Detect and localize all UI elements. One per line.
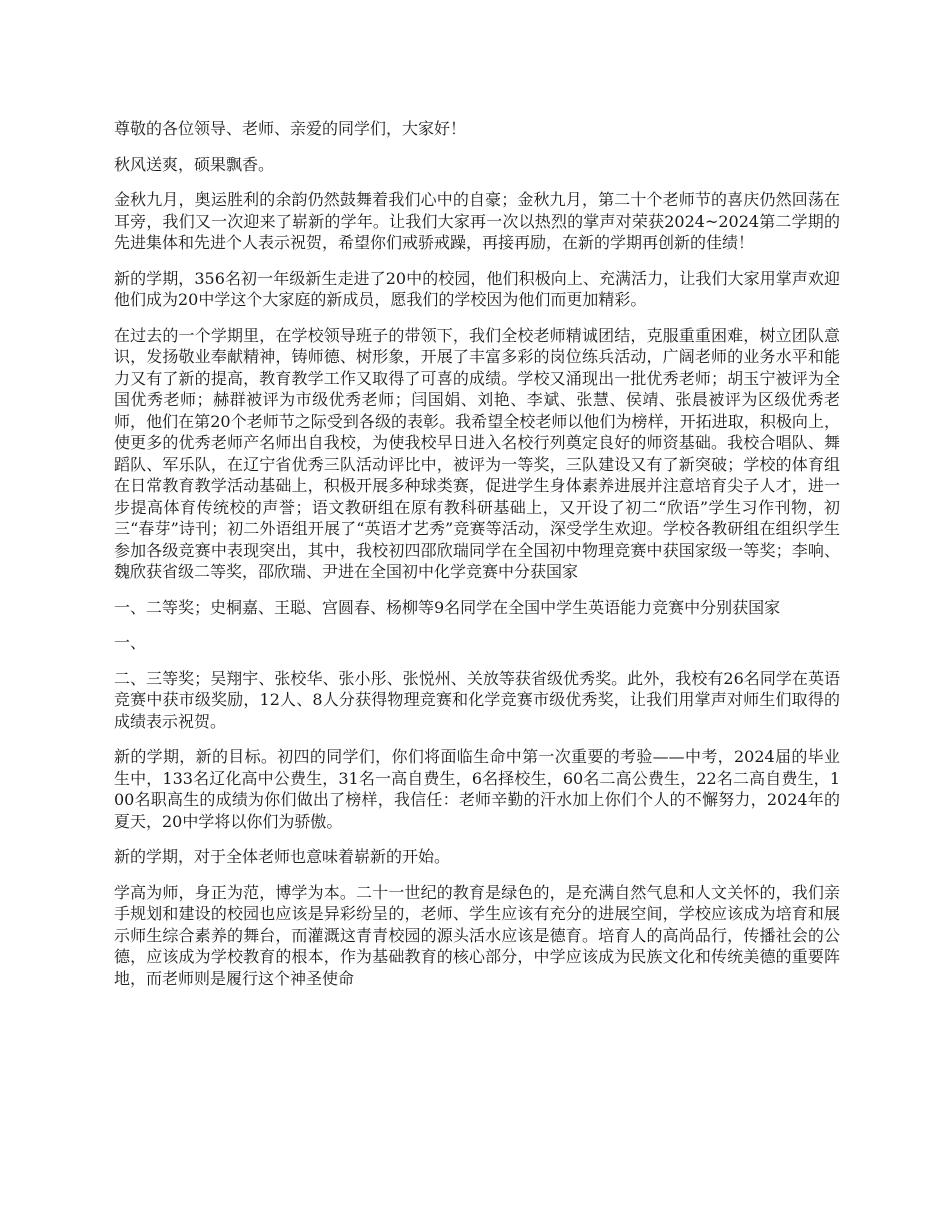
paragraph-education: 学高为师，身正为范，博学为本。二十一世纪的教育是绿色的，是充满自然气息和人文关怀的，我们亲手规划和建设的校园也应该是异彩纷呈的，老师、学生应该有充分的进展空间，学校应该成为培育和展示师生综合素养的舞台，而灌溉这青青校园的源头活水应该是德育。培育人的高尚品行，传播社会的公德，应该成为学校教育的根本，作为基础教育的核心部分，中学应该成为民族文化和传统美德的重要阵地，而老师则是履行这个神圣使命 <box>114 882 840 988</box>
paragraph-congratulations: 金秋九月，奥运胜利的余韵仍然鼓舞着我们心中的自豪；金秋九月，第二十个老师节的喜庆仍然回荡在耳旁，我们又一次迎来了崭新的学年。让我们大家再一次以热烈的掌声对荣获2024~2024第二学期的先进集体和先进个人表示祝贺，希望你们戒骄戒躁，再接再励，在新的学期再创新的佳绩！ <box>114 190 840 252</box>
paragraph-new-goals: 新的学期，新的目标。初四的同学们，你们将面临生命中第一次重要的考验——中考，2024届的毕业生中，133名辽化高中公费生，31名一高自费生，6名择校生，60名二高公费生，22名二高自费生，100名职高生的成绩为你们做出了榜样，我信任：老师辛勤的汗水加上你们个人的不懈努力，2024年的夏天，20中学将以你们为骄傲。 <box>114 747 840 831</box>
opening-paragraph: 秋风送爽，硕果飘香。 <box>114 154 275 174</box>
greeting-paragraph: 尊敬的各位领导、老师、亲爱的同学们，大家好！ <box>114 119 467 138</box>
paragraph-awards-first: 一、二等奖；史桐嘉、王聪、宫圆春、杨柳等9名同学在全国中学生英语能力竞赛中分别获国家 <box>114 597 781 617</box>
paragraph-awards-fragment: 一、 <box>114 633 147 652</box>
document-body <box>114 118 840 1003</box>
paragraph-teachers-start: 新的学期，对于全体老师也意味着崭新的开始。 <box>114 847 451 866</box>
paragraph-achievements: 在过去的一个学期里，在学校领导班子的带领下，我们全校老师精诚团结，克服重重困难，树立团队意识，发扬敬业奉献精神，铸师德、树形象，开展了丰富多彩的岗位练兵活动，广阔老师的业务水平和能力又有了新的提高，教育教学工作又取得了可喜的成绩。学校又涌现出一批优秀老师；胡玉宁被评为全国优秀老师；赫群被评为市级优秀老师；闫国娟、刘艳、李斌、张慧、侯靖、张晨被评为区级优秀老师，他们在第20个老师节之际受到各级的表彰。我希望全校老师以他们为榜样，开拓进取，积极向上，使更多的优秀老师产名师出自我校，为使我校早日进入名校行列奠定良好的师资基础。我校合唱队、舞蹈队、军乐队，在辽宁省优秀三队活动评比中，被评为一等奖，三队建设又有了新突破；学校的体育组在日常教育教学活动基础上，积极开展多种球类赛，促进学生身体素养进展并注意培育尖子人才，进一步提高体育传统校的声誉；语文教研组在原有教科研基础上，又开设了初二“欣语”学生习作刊物，初三“春芽”诗刊；初二外语组开展了“英语才艺秀”竞赛等活动，深受学生欢迎。学校各教研组在组织学生参加各级竞赛中表现突出，其中，我校初四邵欣瑞同学在全国初中物理竞赛中获国家级一等奖；李响、魏欣获省级二等奖，邵欣瑞、尹进在全国初中化学竞赛中分获国家 <box>114 325 840 581</box>
paragraph-new-students: 新的学期，356名初一年级新生走进了20中的校园，他们积极向上、充满活力，让我们大家用掌声欢迎他们成为20中学这个大家庭的新成员，愿我们的学校因为他们而更加精彩。 <box>114 268 840 309</box>
paragraph-awards-second: 二、三等奖；吴翔宇、张校华、张小彤、张悦州、关放等获省级优秀奖。此外，我校有26名同学在英语竞赛中获市级奖励，12人、8人分获得物理竞赛和化学竞赛市级优秀奖，让我们用掌声对师生们取得的成绩表示祝贺。 <box>114 668 840 731</box>
